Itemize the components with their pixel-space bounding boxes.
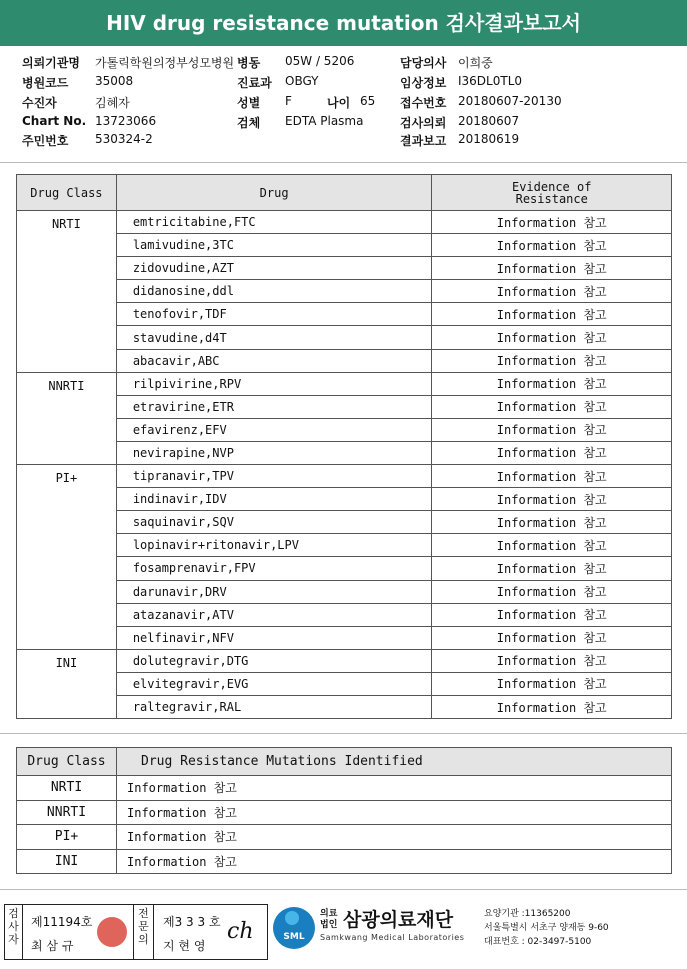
evidence-cell: Information 참고 bbox=[432, 441, 672, 464]
org-name: 삼광의료재단 bbox=[343, 909, 454, 931]
divider-middle bbox=[0, 733, 687, 734]
examiner-number: 제11194호 bbox=[31, 915, 93, 929]
evidence-cell: Information 참고 bbox=[432, 695, 672, 718]
drug-cell: nevirapine,NVP bbox=[116, 441, 432, 464]
drug-class-cell: INI bbox=[17, 649, 117, 718]
evidence-cell: Information 참고 bbox=[432, 626, 672, 649]
age-label: 나이 bbox=[327, 96, 351, 110]
doctor-label: 담당의사 bbox=[400, 56, 447, 70]
drug-cell: efavirenz,EFV bbox=[116, 418, 432, 441]
header-drug: Drug bbox=[116, 175, 432, 211]
drug-table-body bbox=[17, 211, 672, 719]
org-english-name: Samkwang Medical Laboratories bbox=[320, 933, 465, 942]
id-value: 530324-2 bbox=[95, 132, 153, 146]
header-mutations: Drug Resistance Mutations Identified bbox=[117, 748, 672, 776]
drug-class-cell: NNRTI bbox=[17, 372, 117, 464]
mutations-table-body bbox=[17, 776, 672, 874]
specialist-number: 제3 3 3 호 bbox=[163, 915, 221, 929]
specimen-value: EDTA Plasma bbox=[285, 114, 364, 128]
evidence-cell: Information 참고 bbox=[432, 372, 672, 395]
report-value: 20180619 bbox=[458, 132, 520, 146]
drug-cell: saquinavir,SQV bbox=[116, 511, 432, 534]
org-address: 서울특별시 서초구 양재동 9-60 bbox=[484, 923, 609, 933]
table-row bbox=[17, 800, 672, 825]
report-label: 결과보고 bbox=[400, 134, 447, 148]
sex-value: F bbox=[285, 94, 292, 108]
drug-cell: raltegravir,RAL bbox=[116, 695, 432, 718]
report-title: HIV drug resistance mutation 검사결과보고서 bbox=[0, 0, 687, 46]
evidence-cell: Information 참고 bbox=[432, 326, 672, 349]
drug-resistance-table bbox=[16, 174, 672, 719]
sml-logo-icon: SML bbox=[273, 907, 315, 949]
ward-label: 병동 bbox=[237, 56, 261, 70]
table-header-row bbox=[17, 175, 672, 211]
reception-value: 20180607-20130 bbox=[458, 94, 562, 108]
evidence-cell: Information 참고 bbox=[432, 418, 672, 441]
drug-cell: didanosine,ddl bbox=[116, 280, 432, 303]
header-drug-class: Drug Class bbox=[17, 175, 117, 211]
drug-cell: zidovudine,AZT bbox=[116, 257, 432, 280]
clinical-value: I36DL0TL0 bbox=[458, 74, 523, 88]
evidence-cell: Information 참고 bbox=[432, 349, 672, 372]
mutation-cell: Information 참고 bbox=[117, 825, 672, 850]
divider-bottom bbox=[0, 889, 687, 890]
drug-cell: abacavir,ABC bbox=[116, 349, 432, 372]
org-contact-info bbox=[484, 907, 609, 949]
evidence-cell: Information 참고 bbox=[432, 395, 672, 418]
drug-cell: emtricitabine,FTC bbox=[116, 211, 432, 234]
mutation-cell: Information 참고 bbox=[117, 776, 672, 801]
table-row bbox=[17, 649, 672, 672]
drug-cell: rilpivirine,RPV bbox=[116, 372, 432, 395]
evidence-cell: Information 참고 bbox=[432, 649, 672, 672]
table-row bbox=[17, 825, 672, 850]
drug-cell: dolutegravir,DTG bbox=[116, 649, 432, 672]
drug-cell: etravirine,ETR bbox=[116, 395, 432, 418]
table-header-row bbox=[17, 748, 672, 776]
sex-label: 성별 bbox=[237, 96, 261, 110]
drug-cell: lopinavir+ritonavir,LPV bbox=[116, 534, 432, 557]
evidence-cell: Information 참고 bbox=[432, 280, 672, 303]
evidence-cell: Information 참고 bbox=[432, 488, 672, 511]
evidence-cell: Information 참고 bbox=[432, 211, 672, 234]
mutations-table bbox=[16, 747, 672, 874]
specialist-name: 지 현 영 bbox=[163, 939, 206, 953]
evidence-cell: Information 참고 bbox=[432, 603, 672, 626]
patient-value: 김혜자 bbox=[95, 96, 130, 110]
hospital-code-label: 병원코드 bbox=[22, 76, 69, 90]
header-evidence-line2: Resistance bbox=[515, 191, 588, 206]
evidence-cell: Information 참고 bbox=[432, 234, 672, 257]
evidence-cell: Information 참고 bbox=[432, 672, 672, 695]
care-number: 요양기관 :11365200 bbox=[484, 909, 571, 919]
drug-cell: nelfinavir,NFV bbox=[116, 626, 432, 649]
drug-cell: stavudine,d4T bbox=[116, 326, 432, 349]
header-drug-class: Drug Class bbox=[17, 748, 117, 776]
drug-cell: elvitegravir,EVG bbox=[116, 672, 432, 695]
age-value: 65 bbox=[360, 94, 376, 108]
specialist-label: 전문의 bbox=[134, 905, 154, 959]
patient-info-block bbox=[0, 54, 687, 154]
examiner-name: 최 삼 규 bbox=[31, 939, 74, 953]
drug-cell: indinavir,IDV bbox=[116, 488, 432, 511]
org-type: 의료 법인 bbox=[320, 909, 338, 930]
drug-cell: lamivudine,3TC bbox=[116, 234, 432, 257]
clinical-label: 임상정보 bbox=[400, 76, 447, 90]
evidence-cell: Information 참고 bbox=[432, 257, 672, 280]
header-evidence-line1: Evidence of bbox=[511, 179, 592, 194]
drug-cell: fosamprenavir,FPV bbox=[116, 557, 432, 580]
chart-value: 13723066 bbox=[95, 114, 157, 128]
evidence-cell: Information 참고 bbox=[432, 303, 672, 326]
dept-value: OBGY bbox=[285, 74, 319, 88]
evidence-cell: Information 참고 bbox=[432, 534, 672, 557]
evidence-cell: Information 참고 bbox=[432, 557, 672, 580]
header-evidence bbox=[432, 175, 672, 211]
mutation-cell: Information 참고 bbox=[117, 800, 672, 825]
chart-label: Chart No. bbox=[22, 114, 87, 128]
doctor-value: 이희중 bbox=[458, 56, 493, 70]
footer bbox=[0, 901, 687, 967]
reception-label: 접수번호 bbox=[400, 96, 447, 110]
table-row bbox=[17, 849, 672, 874]
table-row bbox=[17, 211, 672, 234]
drug-class-cell: NRTI bbox=[17, 211, 117, 373]
ward-value: 05W / 5206 bbox=[285, 54, 355, 68]
evidence-cell: Information 참고 bbox=[432, 580, 672, 603]
drug-cell: atazanavir,ATV bbox=[116, 603, 432, 626]
specimen-label: 검체 bbox=[237, 116, 261, 130]
id-label: 주민번호 bbox=[22, 134, 69, 148]
hospital-code-value: 35008 bbox=[95, 74, 134, 88]
request-label: 검사의뢰 bbox=[400, 116, 447, 130]
evidence-cell: Information 참고 bbox=[432, 511, 672, 534]
table-row bbox=[17, 776, 672, 801]
examiner-label: 검사자 bbox=[5, 905, 23, 959]
drug-class-cell: INI bbox=[17, 849, 117, 874]
divider-top bbox=[0, 162, 687, 163]
dept-label: 진료과 bbox=[237, 76, 272, 90]
drug-class-cell: PI+ bbox=[17, 465, 117, 650]
signature-box bbox=[4, 904, 268, 960]
seal-stamp-icon bbox=[97, 917, 127, 947]
org-phone: 대표번호 : 02-3497-5100 bbox=[484, 937, 592, 947]
request-value: 20180607 bbox=[458, 114, 520, 128]
evidence-cell: Information 참고 bbox=[432, 465, 672, 488]
drug-cell: tenofovir,TDF bbox=[116, 303, 432, 326]
drug-class-cell: PI+ bbox=[17, 825, 117, 850]
mutation-cell: Information 참고 bbox=[117, 849, 672, 874]
signature-icon: ch bbox=[227, 919, 254, 944]
drug-cell: tipranavir,TPV bbox=[116, 465, 432, 488]
patient-label: 수진자 bbox=[22, 96, 57, 110]
drug-class-cell: NNRTI bbox=[17, 800, 117, 825]
table-row bbox=[17, 465, 672, 488]
drug-cell: darunavir,DRV bbox=[116, 580, 432, 603]
drug-class-cell: NRTI bbox=[17, 776, 117, 801]
institution-label: 의뢰기관명 bbox=[22, 56, 80, 70]
table-row bbox=[17, 372, 672, 395]
institution-value: 가톨릭학원의정부성모병원 bbox=[95, 56, 235, 70]
